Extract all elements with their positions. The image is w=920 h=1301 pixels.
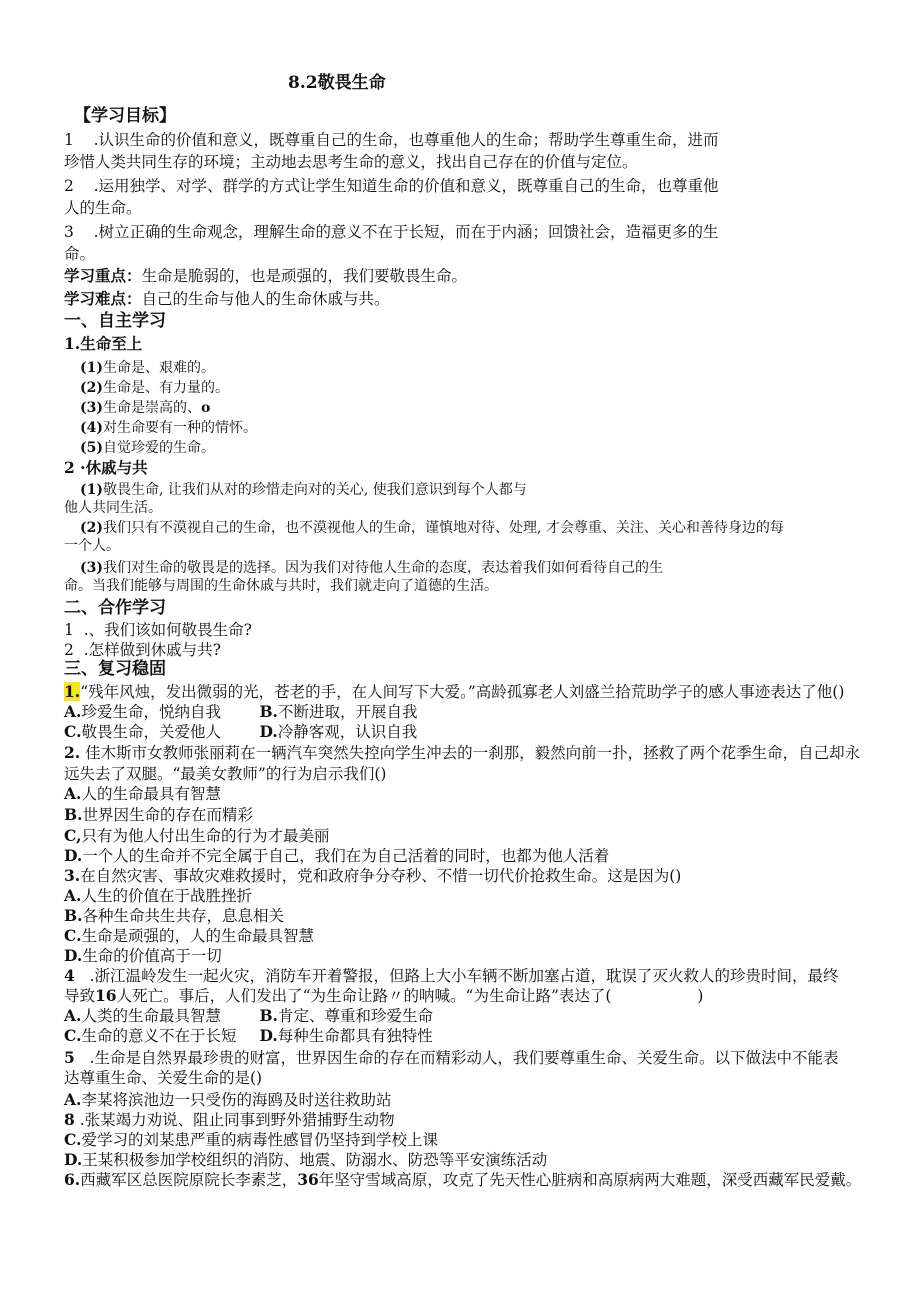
option-text: 人类的生命最具智慧 bbox=[81, 1007, 221, 1025]
objective-text: .认识生命的价值和意义，既尊重自己的生命，也尊重他人的生命；帮助学生尊重生命，进而 bbox=[93, 131, 719, 149]
item-text: 我们只有不漠视自己的生命，也不漠视他人的生命，谨慎地对待、处理, 才会尊重、关注、关心和善待身边的每 bbox=[103, 520, 784, 536]
option bbox=[64, 946, 222, 966]
item-number: (3) bbox=[80, 400, 103, 416]
coop-text: .、我们该如何敬畏生命? bbox=[83, 621, 252, 639]
option-letter: A. bbox=[64, 784, 82, 803]
section-heading-2: 二、合作学习 bbox=[64, 598, 166, 618]
difficulty bbox=[64, 289, 390, 309]
subsection-1 bbox=[64, 334, 142, 354]
fill-item bbox=[80, 518, 784, 538]
question-4-cont bbox=[64, 986, 703, 1006]
coop-question bbox=[64, 620, 252, 640]
option-text: 一个人的生命并不完全属于自己，我们在为自己活着的同时，也都为他人活着 bbox=[82, 847, 610, 865]
option-letter: C. bbox=[64, 722, 82, 741]
question-text: 佳木斯市女教师张丽莉在一辆汽车突然失控向学生冲去的一刹那，毅然向前一扑，拯救了两个花季生命，自己却永 bbox=[85, 744, 861, 762]
item-tail: o bbox=[201, 400, 211, 416]
option-text: 各种生命共生共存，息息相关 bbox=[82, 907, 285, 925]
option-text: 冷静客观，认识自我 bbox=[277, 723, 418, 741]
option bbox=[64, 805, 253, 825]
cont-number: 16 bbox=[95, 986, 117, 1005]
section-heading-1: 一、自主学习 bbox=[64, 311, 166, 331]
question-5-cont: 达尊重生命、关爱生命的是() bbox=[64, 1069, 263, 1087]
objectives-heading: 【学习目标】 bbox=[74, 106, 176, 126]
option-letter: B. bbox=[259, 702, 278, 721]
option-letter: A. bbox=[64, 702, 82, 721]
objective-number: 3 bbox=[64, 223, 74, 241]
option-letter: D. bbox=[64, 846, 83, 865]
fill-item bbox=[80, 398, 210, 418]
fill-item bbox=[80, 378, 229, 398]
objective-number: 1 bbox=[64, 131, 74, 149]
question-number: 4 bbox=[64, 966, 75, 985]
fill-item bbox=[80, 480, 527, 500]
question-text: “残年风烛，发出微弱的光，苍老的手，在人间写下大爱。”高龄孤寡老人刘盛兰拾荒助学子的感人事迹表达了他() bbox=[80, 683, 845, 701]
question-4 bbox=[64, 966, 839, 986]
option-letter: C. bbox=[64, 1026, 82, 1045]
option bbox=[64, 1150, 547, 1170]
page-title: 8.2敬畏生命 bbox=[288, 73, 386, 93]
question-number: 6. bbox=[64, 1170, 81, 1189]
question-number: 5 bbox=[64, 1048, 75, 1067]
objective-2 bbox=[64, 176, 719, 196]
option-letter: D. bbox=[64, 946, 83, 965]
option-letter: A. bbox=[64, 1090, 82, 1109]
fill-item bbox=[80, 418, 257, 438]
difficulty-text: 自己的生命与他人的生命休戚与共。 bbox=[141, 290, 390, 308]
question-text: 在自然灾害、事故灾难救援时，党和政府争分夺秒、不惜一切代价抢救生命。这是因为() bbox=[80, 867, 682, 885]
key-point bbox=[64, 266, 467, 286]
cont-text: ) bbox=[697, 987, 704, 1005]
objective-text: .运用独学、对学、群学的方式让学生知道生命的价值和意义，既尊重自己的生命，也尊重他 bbox=[93, 177, 719, 195]
coop-question bbox=[64, 640, 221, 660]
objective-text: .树立正确的生命观念，理解生命的意义不在于长短，而在于内涵；回馈社会，造福更多的生 bbox=[93, 223, 719, 241]
option-text: .张某竭力劝说、阻止同事到野外猎捕野生动物 bbox=[79, 1111, 395, 1129]
question-number-highlighted: 1. bbox=[64, 682, 81, 701]
section-heading-3: 三、复习稳固 bbox=[64, 659, 166, 679]
option-letter: C. bbox=[64, 1130, 82, 1149]
question-3 bbox=[64, 866, 681, 886]
option-text: 爱学习的刘某患严重的病毒性感冒仍坚持到学校上课 bbox=[81, 1131, 438, 1149]
subsection-2 bbox=[64, 458, 148, 478]
option bbox=[64, 826, 329, 846]
question-number: 3. bbox=[64, 866, 81, 885]
option bbox=[64, 1090, 391, 1110]
option-letter: A. bbox=[64, 1006, 82, 1025]
option-text: 不断进取，开展自我 bbox=[277, 703, 418, 721]
option-text: 人生的价值在于战胜挫折 bbox=[81, 887, 252, 905]
objective-3-cont: 命。 bbox=[64, 245, 96, 263]
option-text: 王某积极参加学校组织的消防、地震、防溺水、防恐等平安演练活动 bbox=[82, 1151, 548, 1169]
option-row bbox=[64, 722, 417, 742]
option-text: 珍爱生命，悦纳自我 bbox=[81, 703, 221, 721]
fill-item-cont: 命。当我们能够与周围的生命休戚与共时，我们就走向了道德的生活。 bbox=[64, 578, 498, 594]
question-text: 年坚守雪域高原，攻克了先天性心脏病和高原病两大难题，深受西藏军民爱戴。 bbox=[318, 1171, 862, 1189]
item-number: (2) bbox=[80, 380, 103, 396]
question-text: .浙江温岭发生一起火灾，消防车开着警报，但路上大小车辆不断加塞占道，耽误了灭火救人的珍贵时间，最终 bbox=[89, 967, 839, 985]
cont-text: 人死亡。事后，人们发出了“为生命让路〃的呐喊。“为生命让路”表达了( bbox=[116, 987, 612, 1005]
option-row bbox=[64, 702, 417, 722]
fill-item bbox=[80, 438, 215, 458]
question-number: 2. bbox=[64, 743, 81, 762]
option bbox=[64, 886, 252, 906]
item-text: 生命是、艰难的。 bbox=[103, 360, 215, 376]
option bbox=[64, 906, 284, 926]
question-text: 西藏军区总医院原院长李素芝， bbox=[80, 1171, 298, 1189]
fill-item-cont: 他人共同生活。 bbox=[64, 500, 162, 516]
subsection-title: 生命至上 bbox=[80, 334, 143, 353]
option bbox=[64, 784, 221, 804]
item-number: (2) bbox=[80, 520, 103, 536]
option-letter: D. bbox=[64, 1150, 83, 1169]
option bbox=[64, 1110, 395, 1130]
option-text: 只有为他人付出生命的行为才最美丽 bbox=[81, 827, 330, 845]
question-1 bbox=[64, 682, 844, 702]
subsection-number: 2 · bbox=[64, 458, 86, 477]
coop-number: 1 bbox=[64, 621, 74, 639]
cont-text: 导致 bbox=[64, 987, 96, 1005]
objective-1-cont: 珍惜人类共同生存的环境；主动地去思考生命的意义，找出自己存在的价值与定位。 bbox=[64, 153, 638, 171]
option-row bbox=[64, 1006, 433, 1026]
option-letter: D. bbox=[259, 722, 278, 741]
question-6 bbox=[64, 1170, 861, 1190]
option-text: 生命的意义不在于长短 bbox=[81, 1027, 237, 1045]
question-2-cont: 远失去了双腿。“最美女教师”的行为启示我们() bbox=[64, 765, 387, 783]
option-letter: 8 bbox=[64, 1110, 75, 1129]
option bbox=[64, 846, 609, 866]
option-text: 生命是顽强的，人的生命最具智慧 bbox=[81, 927, 314, 945]
question-5 bbox=[64, 1048, 839, 1068]
item-number: (5) bbox=[80, 440, 103, 456]
item-number: (3) bbox=[80, 560, 103, 576]
item-text: 生命是、有力量的。 bbox=[103, 380, 229, 396]
option-text: 世界因生命的存在而精彩 bbox=[82, 806, 254, 824]
option-text: 每种生命都具有独特性 bbox=[277, 1027, 433, 1045]
objective-3 bbox=[64, 222, 719, 242]
key-point-text: 生命是脆弱的，也是顽强的，我们要敬畏生命。 bbox=[141, 267, 468, 285]
option-text: 人的生命最具有智慧 bbox=[81, 785, 221, 803]
item-text: 敬畏生命, 让我们从对的珍惜走向对的关心, 使我们意识到每个人都与 bbox=[103, 482, 527, 498]
option-letter: A. bbox=[64, 886, 82, 905]
subsection-number: 1. bbox=[64, 334, 81, 353]
option-text: 敬畏生命，关爱他人 bbox=[81, 723, 221, 741]
option-letter: C, bbox=[64, 826, 82, 845]
fill-item bbox=[80, 358, 215, 378]
item-text: 对生命要有一种的情怀。 bbox=[103, 420, 257, 436]
option-letter: B. bbox=[259, 1006, 278, 1025]
option-text: 李某将滨池边一只受伤的海鸥及时送往救助站 bbox=[81, 1091, 392, 1109]
coop-text: .怎样做到休戚与共? bbox=[83, 641, 221, 659]
item-number: (1) bbox=[80, 482, 103, 498]
option-letter: D. bbox=[259, 1026, 278, 1045]
fill-item bbox=[80, 558, 663, 578]
option-letter: B. bbox=[64, 906, 83, 925]
difficulty-label: 学习难点： bbox=[64, 289, 142, 308]
objective-2-cont: 人的生命。 bbox=[64, 199, 142, 217]
question-number-inline: 36 bbox=[297, 1170, 319, 1189]
objective-number: 2 bbox=[64, 177, 74, 195]
item-number: (1) bbox=[80, 360, 103, 376]
option-letter: B. bbox=[64, 805, 83, 824]
option-text: 肯定、尊重和珍爱生命 bbox=[277, 1007, 433, 1025]
item-text: 生命是崇高的、 bbox=[103, 400, 201, 416]
key-point-label: 学习重点： bbox=[64, 266, 142, 285]
option bbox=[64, 926, 314, 946]
fill-item-cont: 一个人。 bbox=[64, 538, 120, 554]
question-text: .生命是自然界最珍贵的财富，世界因生命的存在而精彩动人，我们要尊重生命、关爱生命。以下做法中不能表 bbox=[89, 1049, 839, 1067]
option-text: 生命的价值高于一切 bbox=[82, 947, 222, 965]
item-number: (4) bbox=[80, 420, 103, 436]
objective-1 bbox=[64, 130, 719, 150]
coop-number: 2 bbox=[64, 641, 74, 659]
option bbox=[64, 1130, 438, 1150]
option-letter: C. bbox=[64, 926, 82, 945]
option-row bbox=[64, 1026, 433, 1046]
subsection-title: 休戚与共 bbox=[85, 458, 148, 477]
question-2 bbox=[64, 743, 860, 763]
item-text: 我们对生命的敬畏是的选择。因为我们对待他人生命的态度，表达着我们如何看待自己的生 bbox=[103, 560, 663, 576]
item-text: 自觉珍爱的生命。 bbox=[103, 440, 215, 456]
